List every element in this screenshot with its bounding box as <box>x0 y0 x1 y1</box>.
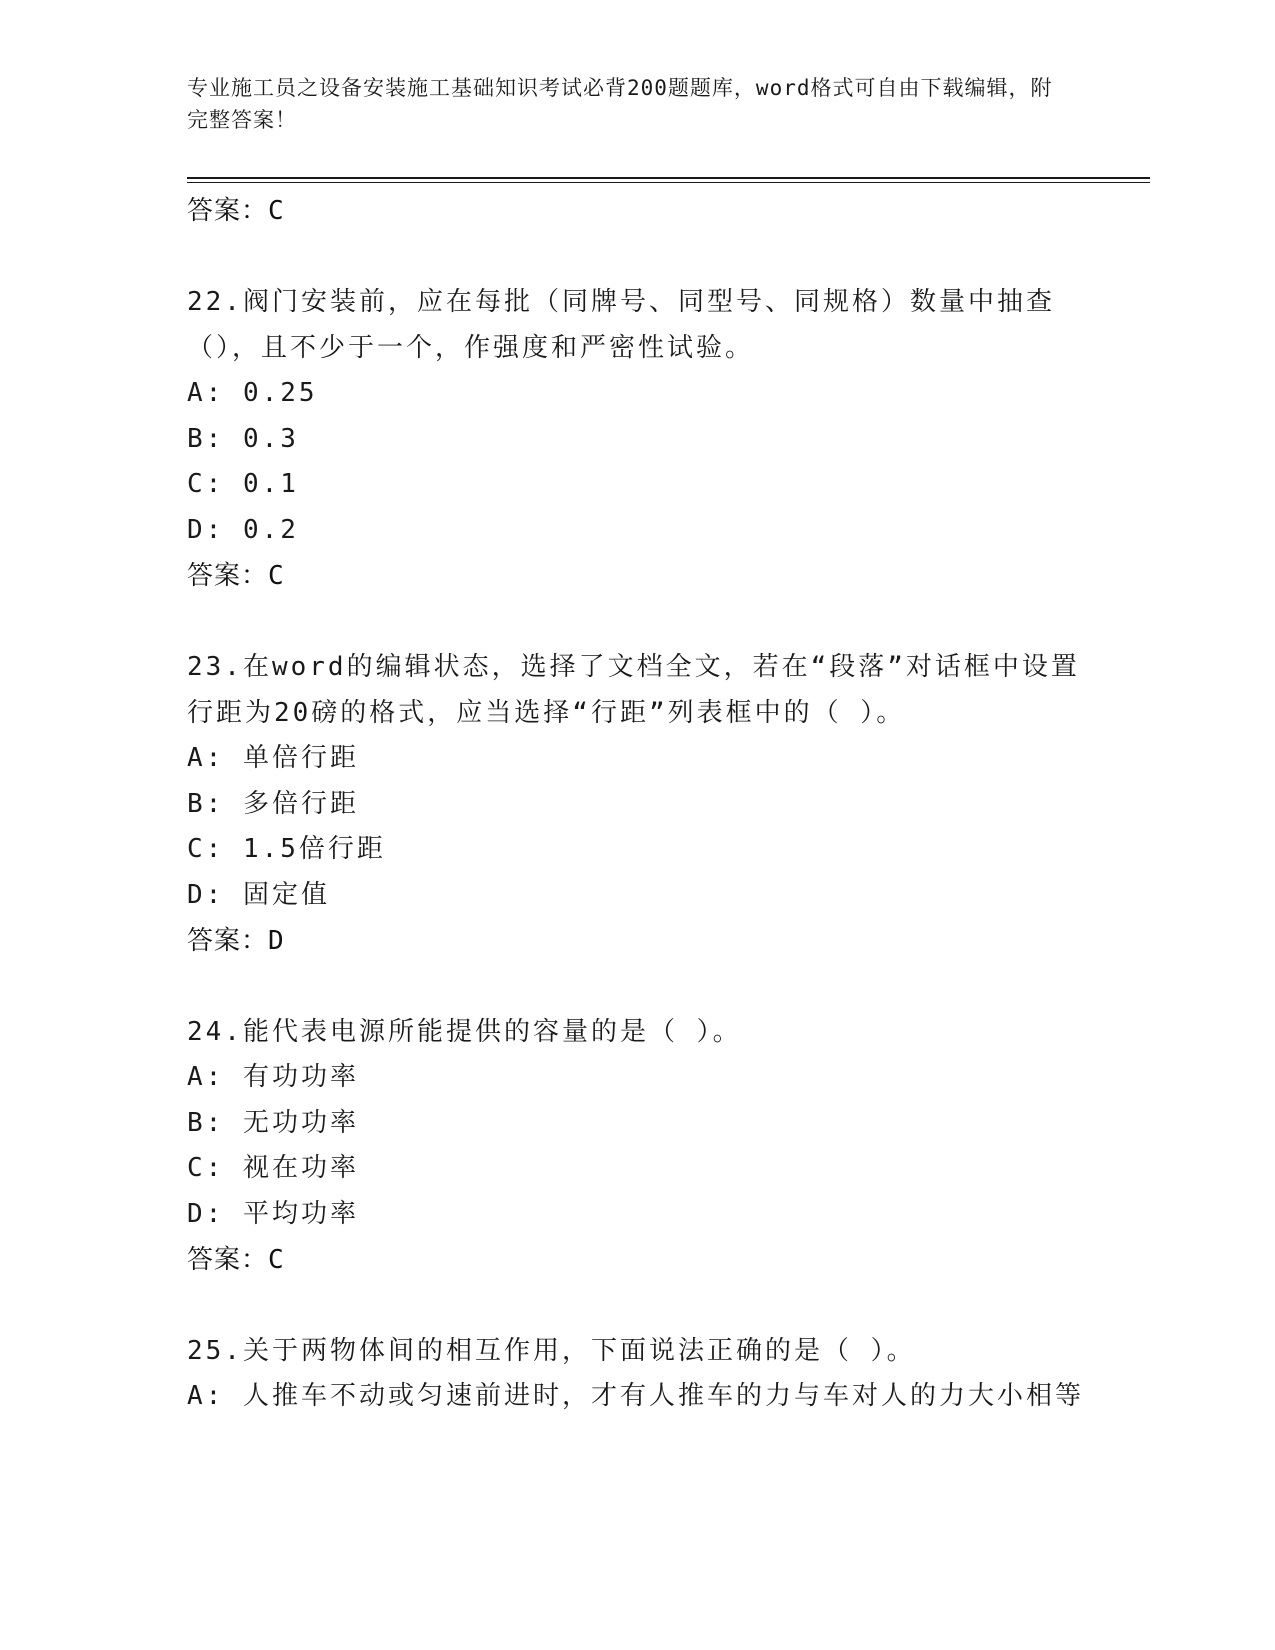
option-c: C: 0.1 <box>187 469 299 499</box>
answer-line: 答案：D <box>187 926 285 956</box>
option-a: A: 有功功率 <box>187 1062 359 1092</box>
header-title: 专业施工员之设备安装施工基础知识考试必背200题题库，word格式可自由下载编辑，附完整答案！ <box>187 76 1053 132</box>
question-text: 24.能代表电源所能提供的容量的是（ ）。 <box>187 1017 742 1047</box>
spacer <box>187 1283 1107 1328</box>
page-header <box>187 72 1067 136</box>
option-a: A: 人推车不动或匀速前进时，才有人推车的力与车对人的力大小相等 <box>187 1381 1084 1411</box>
spacer <box>187 964 1107 1009</box>
answer-line: 答案：C <box>187 561 285 591</box>
header-divider-thin <box>187 182 1150 183</box>
question-text: 25.关于两物体间的相互作用，下面说法正确的是（ ）。 <box>187 1336 916 1366</box>
question-text: 22.阀门安装前，应在每批（同牌号、同型号、同规格）数量中抽查（），且不少于一个，作强度和严密性试验。 <box>187 287 1055 363</box>
answer-line: 答案：C <box>187 1245 285 1275</box>
question-text: 23.在word的编辑状态，选择了文档全文，若在“段落”对话框中设置行距为20磅的格式，应当选择“行距”列表框中的（ ）。 <box>187 652 1080 728</box>
header-divider-thick <box>187 177 1150 179</box>
option-c: C: 1.5倍行距 <box>187 834 386 864</box>
option-a: A: 单倍行距 <box>187 743 359 773</box>
answer-line: 答案：C <box>187 196 285 226</box>
spacer <box>187 599 1107 644</box>
option-b: B: 0.3 <box>187 423 299 454</box>
spacer <box>187 234 1107 279</box>
option-c: C: 视在功率 <box>187 1153 359 1183</box>
option-b: B: 无功功率 <box>187 1107 359 1138</box>
option-a: A: 0.25 <box>187 378 318 408</box>
question-list <box>187 188 1107 1420</box>
option-b: B: 多倍行距 <box>187 788 359 819</box>
option-d: D: 平均功率 <box>187 1198 359 1229</box>
option-d: D: 固定值 <box>187 879 330 910</box>
option-d: D: 0.2 <box>187 514 299 545</box>
